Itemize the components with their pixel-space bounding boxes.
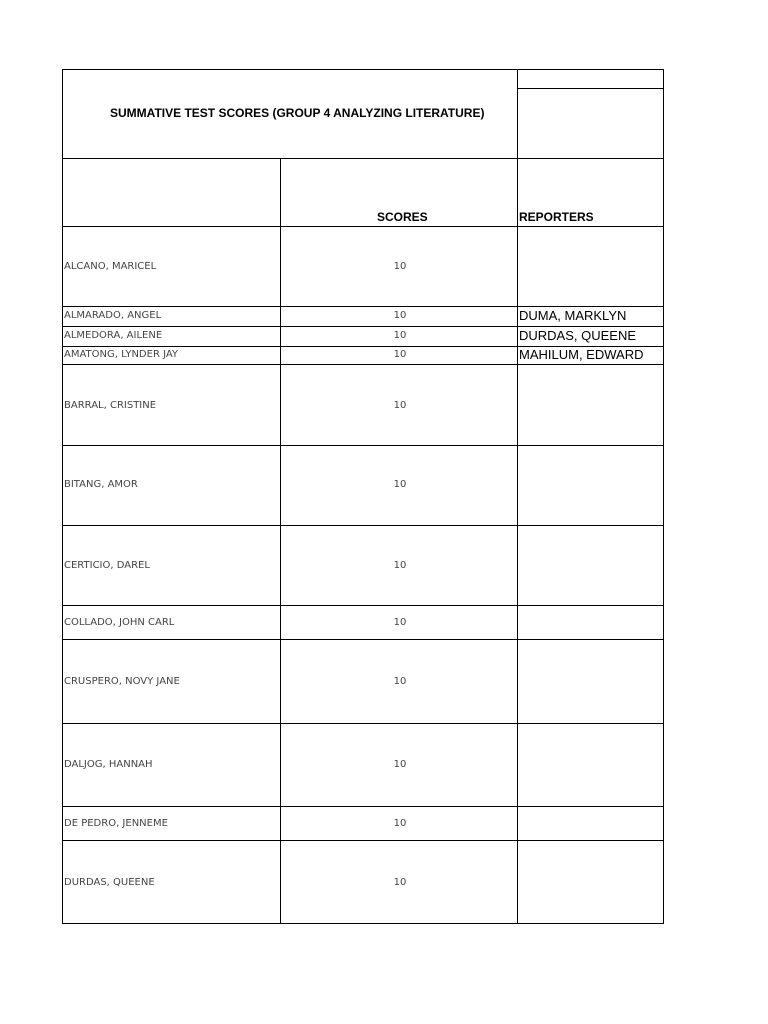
student-name: COLLADO, JOHN CARL (64, 617, 175, 628)
student-score: 10 (393, 560, 407, 571)
student-name: ALCANO, MARICEL (64, 261, 157, 272)
row-divider (63, 158, 663, 159)
student-score: 10 (393, 479, 407, 490)
row-divider (63, 723, 663, 724)
student-score: 10 (393, 349, 407, 360)
sheet-title: SUMMATIVE TEST SCORES (GROUP 4 ANALYZING LITERATURE) (110, 106, 485, 120)
row-divider (63, 364, 663, 365)
row-divider (63, 445, 663, 446)
student-name: BITANG, AMOR (64, 479, 138, 490)
student-name: DE PEDRO, JENNEME (64, 818, 168, 829)
row-divider (63, 326, 663, 327)
student-name: ALMEDORA, AILENE (64, 330, 163, 341)
student-name: DURDAS, QUEENE (64, 877, 155, 888)
row-divider (63, 306, 663, 307)
student-name: CRUSPERO, NOVY JANE (64, 676, 180, 687)
student-name: BARRAL, CRISTINE (64, 400, 157, 411)
student-score: 10 (393, 400, 407, 411)
reporter-name: DUMA, MARKLYN (519, 308, 627, 323)
student-score: 10 (393, 877, 407, 888)
row-divider (63, 226, 663, 227)
student-score: 10 (393, 617, 407, 628)
row-divider (517, 88, 663, 89)
student-name: ALMARADO, ANGEL (64, 310, 162, 321)
student-name: DALJOG, HANNAH (64, 759, 153, 770)
reporter-name: DURDAS, QUEENE (519, 328, 637, 343)
row-divider (63, 605, 663, 606)
student-score: 10 (393, 818, 407, 829)
reporters-header: REPORTERS (519, 210, 594, 224)
row-divider (63, 806, 663, 807)
student-score: 10 (393, 310, 407, 321)
student-score: 10 (393, 261, 407, 272)
column-divider-scores (280, 158, 281, 923)
student-score: 10 (393, 759, 407, 770)
student-score: 10 (393, 330, 407, 341)
reporter-name: MAHILUM, EDWARD (519, 347, 644, 362)
row-divider (63, 525, 663, 526)
row-divider (63, 840, 663, 841)
column-divider-reporters (517, 70, 518, 923)
row-divider (63, 639, 663, 640)
scores-header: SCORES (377, 210, 428, 224)
student-score: 10 (393, 676, 407, 687)
student-name: AMATONG, LYNDER JAY (64, 349, 179, 360)
score-table (62, 69, 664, 924)
student-name: CERTICIO, DAREL (64, 560, 150, 571)
